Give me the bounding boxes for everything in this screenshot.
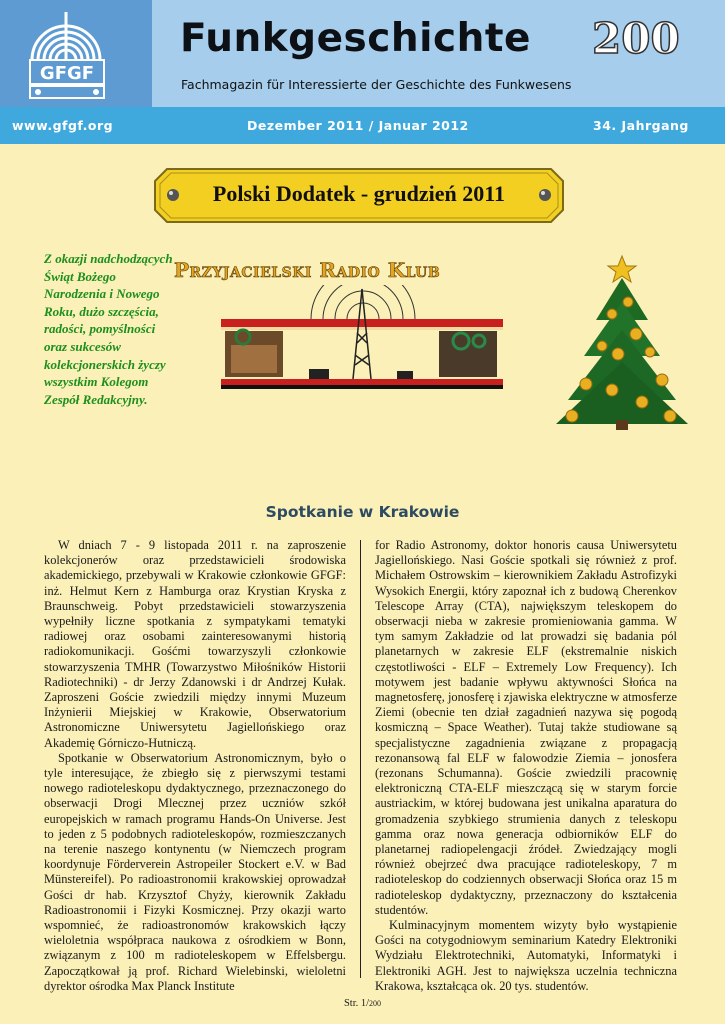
magazine-title: Funkgeschichte [180, 16, 531, 61]
magazine-subtitle: Fachmagazin für Interessierte der Geschichte des Funkwesens [181, 77, 572, 92]
radio-waves-logo-icon [0, 0, 152, 107]
magazine-header [0, 0, 725, 107]
info-bar [0, 107, 725, 144]
column-divider [360, 540, 361, 978]
christmas-tree [552, 252, 692, 432]
website-link[interactable]: www.gfgf.org [12, 118, 114, 133]
article-column-left [44, 538, 346, 994]
issue-number: 200 [592, 14, 680, 63]
radio-club-illustration [221, 285, 503, 391]
article-title: Spotkanie w Krakowie [265, 503, 460, 521]
article-paragraph: Kulminacyjnym momentem wizyty było wystąpienie Gości na cotygodniowym seminarium Katedry Elektroniki Wydziału Elektrotechniki, Automatyki, Informatyki i Elektroniki AGH. Jest to największa uczelnia techniczna Krakowa, kształcąca ok. 20 tys. studentów. [375, 918, 677, 993]
logo-text: GFGF [39, 63, 95, 84]
article-paragraph: W dniach 7 - 9 listopada 2011 r. na zaproszenie kolekcjonerów oraz przedstawicieli środowiska akademickiego, przebywali w Krakowie członkowie GFGF: inż. Helmut Kern z Hamburga oraz Krystian Kryska z Braunschweig. Pobyt przedstawicieli stowarzyszenia wypełniły liczne spotkania z sympatykami tematyki radiowej oraz osobami zainteresowanymi historią radiokomunikacji. Gośćmi towarzyszyli członkowie stowarzyszenia TMHR (Towarzystwo Miłośników Historii Radiotechniki) - dr Jerzy Zdanowski i dr Andrzej Kułak. Zaproszeni Goście zwiedzili między innymi Muzeum Inżynierii Miejskiej w Krakowie, Obserwatorium Astronomiczne Uniwersytetu Jagiellońskiego oraz Akademię Górniczo-Hutniczą. [44, 538, 346, 750]
christmas-tree-icon [552, 252, 692, 432]
supplement-title: Polski Dodatek - grudzień 2011 [212, 181, 506, 206]
volume-label: 34. Jahrgang [593, 118, 689, 133]
supplement-banner [153, 167, 565, 224]
gfgf-logo[interactable] [0, 0, 152, 107]
holiday-greeting: Z okazji nadchodzących Świąt Bożego Narodzenia i Nowego Roku, dużo szczęścia, radości, pomyślności oraz sukcesów kolekcjonerskich życzy wszystkim Kolegom Zespół Redakcyjny. [44, 251, 173, 407]
club-name: Przyjacielski Radio Klub [174, 258, 441, 282]
page-total: 200 [369, 999, 382, 1008]
radio-tower-illustration-icon [221, 285, 503, 391]
article-paragraph: Spotkanie w Obserwatorium Astronomicznym, było o tyle interesujące, że zbiegło się z pierwszymi testami nowego radioteleskopu dydaktycznego, przeznaczonego do obserwacji Drogi Mlecznej przez uczniów szkół europejskich w ramach programu Hands-On Universe. Jest to jeden z 5 podobnych radioteleskopów, rozmieszczanych na terenie naszego kontynentu (w Niemczech program koordynuje Förderverein Astropeiler Stockert e.V. w Bad Münstereifel). Po radioastronomii krakowskiej oprowadzał Gości dr hab. Krzysztof Chyży, kierownik Zakładu Radioastronomii i Fizyki Kosmicznej. Przy okazji warto wspomnieć, że radioastronomów krakowskich łączy wieloletnia współpraca naukowa z ośrodkiem w Bonn, związanym z 100 m radioteleskopem w Effelsbergu. Zapoczątkował ją prof. Richard Wielebinski, wieloletni dyrektor ośrodka Max Planck Institute [44, 750, 346, 993]
page-footer [0, 998, 725, 1009]
article-paragraph: for Radio Astronomy, doktor honoris causa Uniwersytetu Jagiellońskiego. Nasi Goście spotkali się również z prof. Michałem Ostrowskim – kierownikiem Zakładu Astrofizyki Wysokich Energii, który zapoznał ich z budową Cherenkov Telescope Array (CTA), największym teleskopem do obserwacji nieba w zakresie promieniowania gamma. W tym samym Zakładzie od lat prowadzi się badania pól planetarnych w zakresie ELF (ekstremalnie niskich częstotliwości - ELF – Extremely Low Frequency). Ich motywem jest badanie wpływu aktywności Słońca na magnetosferę, jonosferę i zjawiska elektryczne w atmosferze Ziemi (obecnie ten dział zagadnień nazywa się pogodą kosmiczną – Space Weather). Tutaj także studiowane są specjalistyczne zagadnienia związane z propagacją rezonansową fal ELF w falowodzie Ziemia – jonosfera (rezonans Schumanna). Goście zwiedzili pracownię elektroniczną CTA-ELF mieszczącą się w starym forcie austriackim, w której budowana jest unikalna aparatura do gromadzenia szybkiego strumienia danych z teleskopu gamma oraz nowa generacja odbiorników ELF do planetarnej radiopelengacji źródeł. Zwiedzający mogli również obejrzeć dwa pracujące radioteleskopy, 7 m radioteleskop do codziennych obserwacji Słońca oraz 15 m radioteleskop dydaktyczny, przeznaczony do kształcenia studentów. [375, 538, 677, 917]
page-label: Str. 1/ [343, 998, 370, 1009]
article-column-right [375, 538, 677, 994]
issue-date: Dezember 2011 / Januar 2012 [247, 118, 469, 133]
